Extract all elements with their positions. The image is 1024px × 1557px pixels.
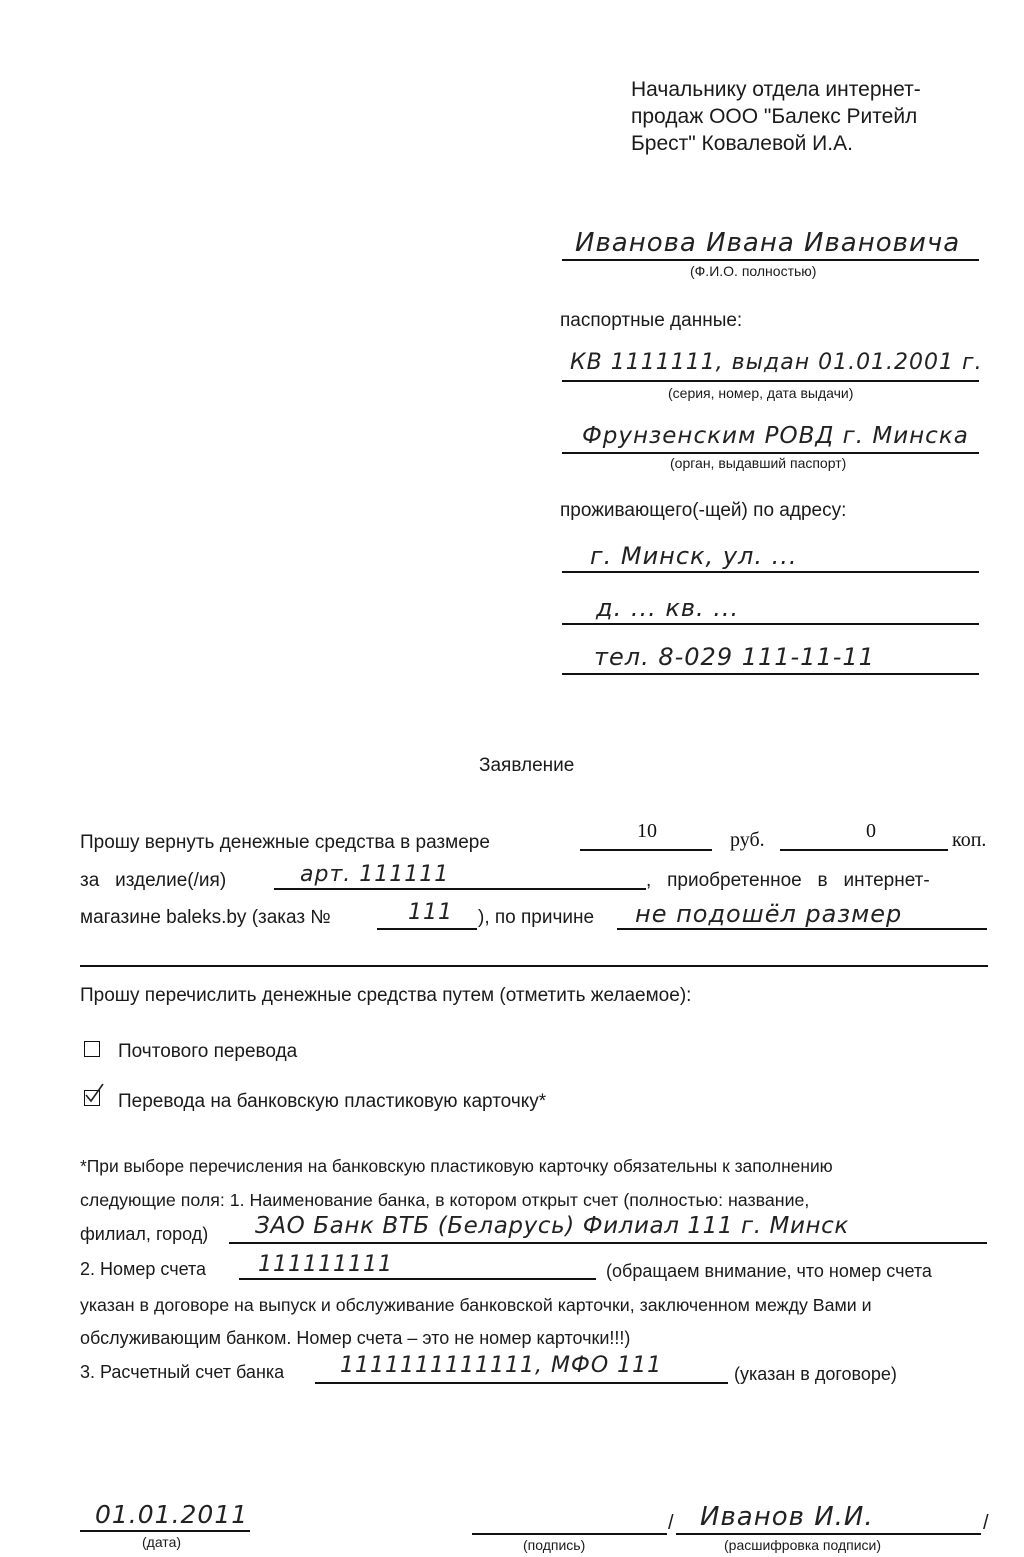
checkmark-icon bbox=[83, 1083, 105, 1105]
address-line-2-value: д. ... кв. ... bbox=[596, 594, 740, 622]
address-label: проживающего(-щей) по адресу: bbox=[560, 500, 847, 521]
item-value: арт. 111111 bbox=[300, 862, 450, 887]
address-line-3-value: тел. 8-029 111-11-11 bbox=[594, 643, 875, 671]
date-caption: (дата) bbox=[142, 1534, 182, 1550]
document-title: Заявление bbox=[479, 755, 575, 776]
settle-suffix: (указан в договоре) bbox=[734, 1364, 897, 1384]
post-checkbox[interactable] bbox=[84, 1041, 100, 1057]
reason-line-2 bbox=[80, 965, 988, 967]
refund-text: Прошу вернуть денежные средства в размере bbox=[80, 832, 490, 853]
address-line-1 bbox=[562, 571, 979, 573]
account-line bbox=[239, 1278, 596, 1280]
decode-line bbox=[676, 1533, 981, 1535]
passport-caption: (серия, номер, дата выдачи) bbox=[668, 385, 854, 401]
kop-line bbox=[780, 849, 948, 851]
kop-value: 0 bbox=[866, 820, 876, 842]
note-line-3-prefix: филиал, город) bbox=[80, 1224, 209, 1244]
date-value: 01.01.2011 bbox=[95, 1500, 249, 1529]
transfer-text: Прошу перечислить денежные средства путем (отметить желаемое): bbox=[80, 985, 692, 1006]
fio-caption: (Ф.И.О. полностью) bbox=[690, 263, 817, 279]
rub-label: руб. bbox=[730, 829, 765, 851]
card-checkbox[interactable] bbox=[84, 1090, 100, 1106]
addressee-line-1: Начальнику отдела интернет- bbox=[631, 78, 921, 101]
rub-line bbox=[580, 849, 712, 851]
issuer-value: Фрунзенским РОВД г. Минска bbox=[582, 423, 969, 449]
note-line-1: *При выборе перечисления на банковскую пластиковую карточку обязательны к заполнению bbox=[80, 1156, 833, 1176]
address-line-1-value: г. Минск, ул. ... bbox=[590, 542, 798, 570]
account-prefix: 2. Номер счета bbox=[80, 1259, 207, 1279]
issuer-line bbox=[562, 452, 979, 454]
note-line-2: следующие поля: 1. Наименование банка, в котором открыт счет (полностью: название, bbox=[80, 1190, 810, 1210]
fio-value: Иванова Ивана Ивановича bbox=[575, 228, 961, 258]
bank-line bbox=[229, 1242, 987, 1244]
settle-line bbox=[315, 1382, 728, 1384]
kop-label: коп. bbox=[952, 829, 987, 851]
note-line-5: указан в договоре на выпуск и обслуживание банковской карточки, заключенном между Вами и bbox=[80, 1295, 872, 1315]
reason-line bbox=[617, 928, 987, 930]
addressee-line-2: продаж ООО "Балекс Ритейл bbox=[631, 105, 918, 128]
addressee-block bbox=[631, 76, 921, 157]
passport-label: паспортные данные: bbox=[560, 310, 743, 331]
address-line-2 bbox=[562, 623, 979, 625]
fio-line bbox=[562, 259, 979, 261]
reason-value: не подошёл размер bbox=[635, 900, 903, 928]
settle-value: 1111111111111, МФО 111 bbox=[340, 1353, 663, 1378]
order-suffix: ), по причине bbox=[478, 907, 595, 928]
rub-value: 10 bbox=[637, 820, 657, 842]
order-line bbox=[377, 928, 477, 930]
bank-value: ЗАО Банк ВТБ (Беларусь) Филиал 111 г. Минск bbox=[255, 1213, 849, 1239]
decode-caption: (расшифровка подписи) bbox=[724, 1537, 882, 1553]
slash-right: / bbox=[983, 1512, 989, 1534]
option-post-label: Почтового перевода bbox=[118, 1041, 298, 1062]
account-suffix: (обращаем внимание, что номер счета bbox=[606, 1261, 932, 1281]
order-prefix: магазине baleks.by (заказ № bbox=[80, 907, 331, 928]
item-suffix: , приобретенное в интернет- bbox=[646, 870, 930, 891]
passport-line bbox=[562, 380, 979, 382]
order-value: 111 bbox=[408, 900, 453, 925]
item-line bbox=[274, 888, 646, 890]
date-line bbox=[80, 1530, 250, 1532]
signature-caption: (подпись) bbox=[523, 1537, 586, 1553]
settle-prefix: 3. Расчетный счет банка bbox=[80, 1362, 285, 1382]
addressee-line-3: Брест" Ковалевой И.А. bbox=[631, 132, 853, 155]
passport-value: КВ 1111111, выдан 01.01.2001 г. bbox=[570, 350, 983, 375]
decode-value: Иванов И.И. bbox=[700, 1502, 874, 1532]
address-line-3 bbox=[562, 673, 979, 675]
item-label: за изделие(/ия) bbox=[80, 870, 227, 891]
issuer-caption: (орган, выдавший паспорт) bbox=[670, 455, 847, 471]
option-card-label: Перевода на банковскую пластиковую карточку* bbox=[118, 1091, 547, 1112]
slash-left: / bbox=[668, 1512, 674, 1534]
note-line-6: обслуживающим банком. Номер счета – это не номер карточки!!!) bbox=[80, 1328, 631, 1348]
account-value: 111111111 bbox=[258, 1252, 393, 1277]
signature-line bbox=[472, 1533, 667, 1535]
